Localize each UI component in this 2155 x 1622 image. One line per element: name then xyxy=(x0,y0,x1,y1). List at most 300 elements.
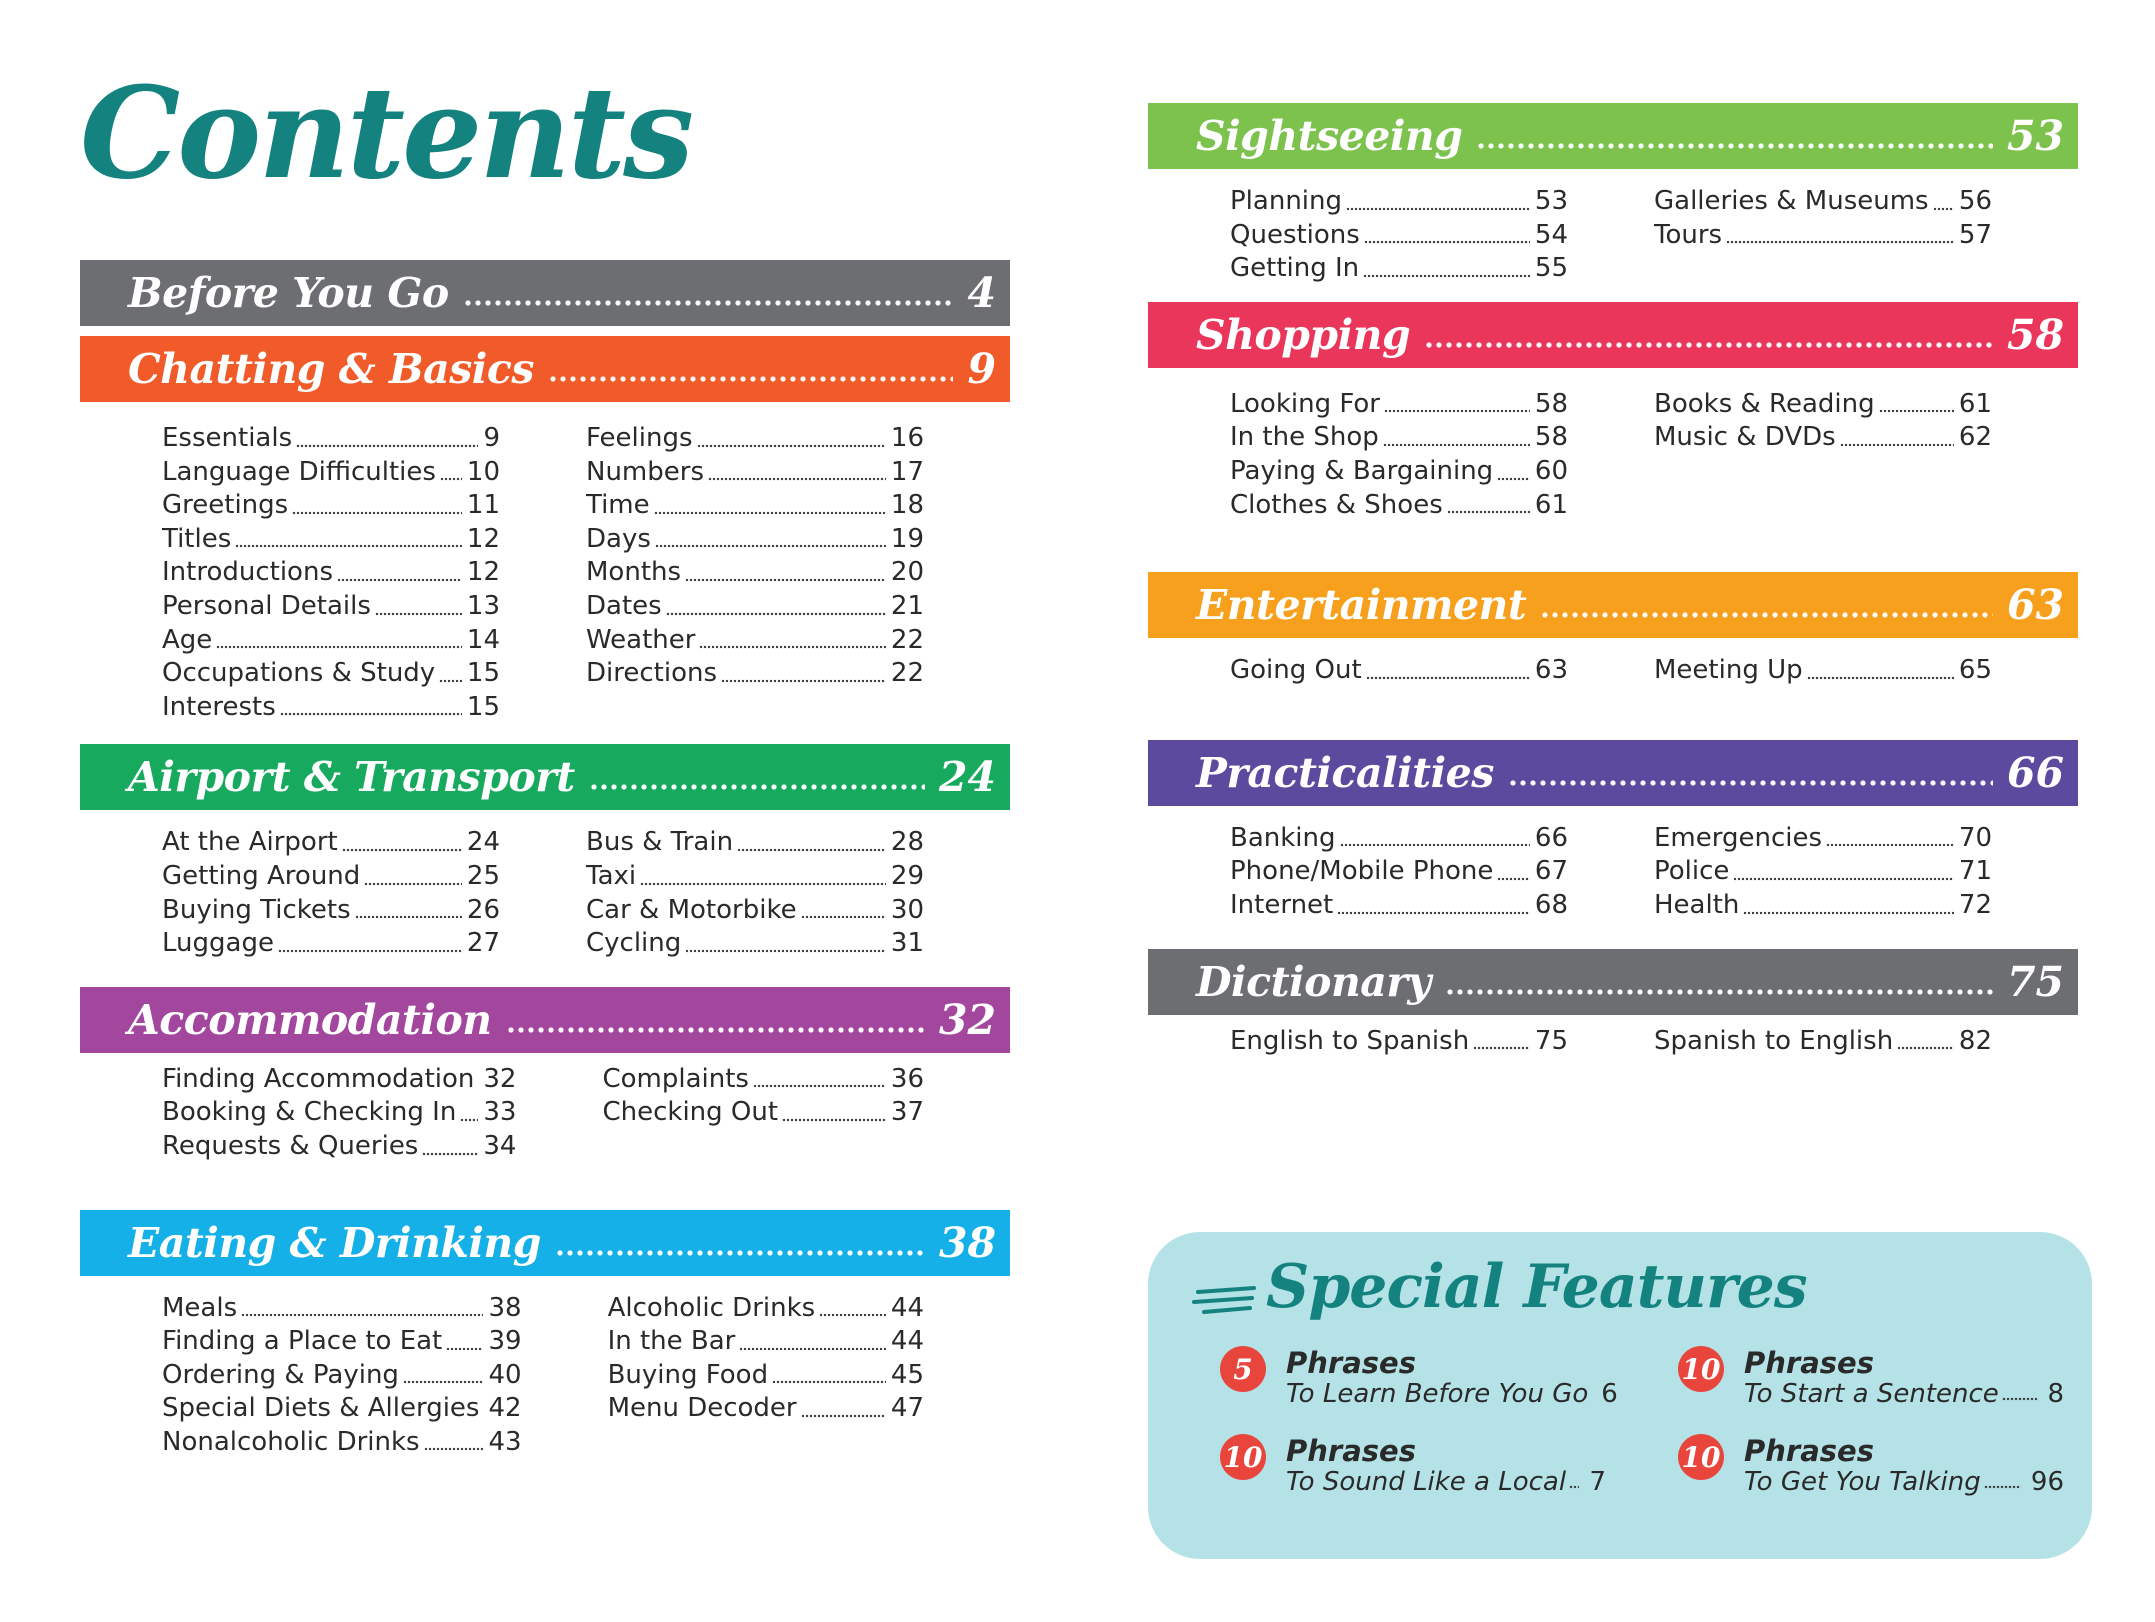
section-title: Shopping xyxy=(1196,310,1411,359)
section-header-bar[interactable] xyxy=(1148,103,2078,169)
entries-column xyxy=(586,826,924,960)
dot-leader xyxy=(278,949,462,953)
feature-page-number: 8 xyxy=(2047,1379,2064,1409)
toc-entry[interactable] xyxy=(162,1063,516,1097)
toc-entry[interactable] xyxy=(608,1359,924,1393)
entry-label: Bus & Train xyxy=(586,827,734,858)
dot-leader xyxy=(782,1118,886,1122)
entry-page-number: 10 xyxy=(466,456,500,487)
section-entertainment xyxy=(1148,572,2078,740)
section-page-number: 32 xyxy=(938,995,996,1044)
section-entries xyxy=(80,1276,1010,1460)
toc-entry[interactable] xyxy=(162,1130,516,1164)
feature-heading: Phrases xyxy=(1286,1434,1416,1468)
toc-entry[interactable] xyxy=(586,860,924,894)
dot-leader xyxy=(589,784,925,790)
entry-page-number: 58 xyxy=(1534,388,1568,419)
entry-page-number: 57 xyxy=(1958,219,1992,250)
entry-page-number: 24 xyxy=(466,827,500,858)
toc-entry[interactable] xyxy=(162,590,500,624)
entry-label: Weather xyxy=(586,624,696,655)
entry-page-number: 40 xyxy=(488,1359,522,1390)
dot-leader xyxy=(1424,342,1993,348)
toc-entry[interactable] xyxy=(162,927,500,961)
dot-leader xyxy=(1445,989,1993,995)
dot-leader xyxy=(355,915,462,919)
toc-entry[interactable] xyxy=(608,1325,924,1359)
toc-entry[interactable] xyxy=(602,1096,924,1130)
section-header-bar[interactable] xyxy=(1148,572,2078,638)
entry-label: Tours xyxy=(1654,219,1723,250)
entry-label: Requests & Queries xyxy=(162,1130,419,1161)
dot-leader xyxy=(506,1027,925,1033)
dot-leader xyxy=(1337,911,1530,915)
entry-label: Dates xyxy=(586,590,662,621)
dot-leader xyxy=(1743,911,1954,915)
entry-label: Spanish to English xyxy=(1654,1025,1894,1056)
section-page-number: 58 xyxy=(2006,310,2064,359)
dot-leader xyxy=(446,1347,483,1351)
dot-leader xyxy=(280,712,462,716)
section-entries xyxy=(80,1053,1010,1210)
entry-label: Time xyxy=(586,490,650,521)
entry-page-number: 21 xyxy=(890,590,924,621)
dot-leader xyxy=(460,1118,478,1122)
entry-page-number: 33 xyxy=(483,1097,517,1128)
dot-leader xyxy=(2002,1397,2038,1401)
feature-subtitle-line xyxy=(1744,1467,2064,1497)
section-practicalities xyxy=(1148,740,2078,949)
toc-entry[interactable] xyxy=(586,523,924,557)
section-page-number: 63 xyxy=(2006,581,2064,630)
dot-leader xyxy=(337,578,462,582)
entry-label: Special Diets & Allergies xyxy=(162,1393,480,1424)
dot-leader xyxy=(403,1380,484,1384)
section-page-number: 9 xyxy=(967,345,996,393)
entry-page-number: 15 xyxy=(466,691,500,722)
dot-leader xyxy=(216,645,462,649)
toc-entry[interactable] xyxy=(162,826,500,860)
entry-label: Essentials xyxy=(162,423,293,453)
entry-page-number: 20 xyxy=(890,557,924,588)
toc-entry[interactable] xyxy=(1654,889,1992,923)
entry-label: Meeting Up xyxy=(1654,655,1803,686)
feature-heading: Phrases xyxy=(1286,1346,1416,1380)
contents-right-column xyxy=(1148,103,2078,1058)
dot-leader xyxy=(801,915,886,919)
toc-entry[interactable] xyxy=(1230,388,1568,422)
entry-page-number: 28 xyxy=(890,827,924,858)
toc-entry[interactable] xyxy=(162,422,500,456)
section-page-number: 24 xyxy=(938,753,996,802)
entries-column xyxy=(1230,822,1568,923)
section-page-number: 4 xyxy=(967,269,996,317)
entry-label: Going Out xyxy=(1230,655,1362,686)
entry-label: Taxi xyxy=(586,860,637,891)
toc-entry[interactable] xyxy=(1230,855,1568,889)
dot-leader xyxy=(296,444,478,448)
toc-entry[interactable] xyxy=(1230,252,1568,286)
dot-leader xyxy=(1473,1046,1530,1050)
entry-label: Finding Accommodation xyxy=(162,1063,475,1094)
dot-leader xyxy=(1364,240,1530,244)
feature-number-badge: 10 xyxy=(1678,1346,1724,1392)
toc-entry[interactable] xyxy=(1230,421,1568,455)
entry-label: Getting Around xyxy=(162,860,361,891)
entries-column xyxy=(602,1063,924,1164)
entry-label: Titles xyxy=(162,523,232,554)
entry-page-number: 75 xyxy=(1534,1025,1568,1056)
entry-label: Looking For xyxy=(1230,388,1380,419)
entry-page-number: 70 xyxy=(1958,822,1992,853)
entries-column xyxy=(1230,388,1568,522)
entry-page-number: 62 xyxy=(1958,422,1992,453)
toc-entry[interactable] xyxy=(586,489,924,523)
toc-entry[interactable] xyxy=(586,556,924,590)
feature-heading: Phrases xyxy=(1744,1434,1874,1468)
section-entries xyxy=(80,810,1010,986)
toc-entry[interactable] xyxy=(1654,421,1992,455)
feature-subtitle-line xyxy=(1744,1379,2064,1409)
toc-entry[interactable] xyxy=(1654,1025,1992,1059)
toc-entry[interactable] xyxy=(608,1292,924,1326)
section-entries xyxy=(1148,1015,2078,1059)
toc-entry[interactable] xyxy=(586,894,924,928)
entry-label: Age xyxy=(162,624,213,655)
section-page-number: 75 xyxy=(2006,957,2064,1006)
dot-leader xyxy=(364,882,462,886)
entry-label: Meals xyxy=(162,1292,238,1323)
section-page-number: 53 xyxy=(2006,112,2064,160)
section-header-bar[interactable] xyxy=(80,1210,1010,1276)
entry-page-number: 36 xyxy=(890,1063,924,1094)
dot-leader xyxy=(1569,1485,1579,1489)
entry-label: Books & Reading xyxy=(1654,388,1875,419)
toc-entry[interactable] xyxy=(586,657,924,691)
dot-leader xyxy=(1840,443,1954,447)
entry-label: English to Spanish xyxy=(1230,1025,1470,1056)
entry-label: Police xyxy=(1654,856,1730,887)
section-eating-and-drinking xyxy=(80,1210,1010,1460)
entry-label: Health xyxy=(1654,889,1740,920)
toc-entry[interactable] xyxy=(162,657,500,691)
dot-leader xyxy=(1366,676,1530,680)
section-header-bar[interactable] xyxy=(80,744,1010,810)
entry-label: Directions xyxy=(586,658,718,689)
contents-left-column xyxy=(80,260,1010,1459)
section-header-bar[interactable] xyxy=(80,987,1010,1053)
feature-subtitle: To Learn Before You Go xyxy=(1286,1379,1589,1409)
entry-label: At the Airport xyxy=(162,827,338,858)
entry-label: Alcoholic Drinks xyxy=(607,1292,816,1323)
entry-label: Questions xyxy=(1230,219,1360,250)
section-airport-and-transport xyxy=(80,744,1010,986)
section-entries xyxy=(1148,169,2078,302)
dot-leader xyxy=(1497,877,1530,881)
dot-leader xyxy=(666,612,886,616)
entry-page-number: 22 xyxy=(890,658,924,689)
dot-leader xyxy=(1363,274,1530,278)
toc-entry[interactable] xyxy=(162,860,500,894)
entry-label: Buying Tickets xyxy=(162,894,351,925)
entry-page-number: 34 xyxy=(483,1130,517,1161)
section-header-bar[interactable] xyxy=(80,336,1010,402)
feature-subtitle: To Get You Talking xyxy=(1744,1467,1981,1497)
entry-page-number: 67 xyxy=(1534,856,1568,887)
entries-column xyxy=(1654,1025,1992,1059)
dot-leader xyxy=(1826,843,1954,847)
toc-entry[interactable] xyxy=(1654,654,1992,688)
entry-label: Complaints xyxy=(602,1063,749,1094)
entry-label: Finding a Place to Eat xyxy=(162,1326,443,1357)
entry-page-number: 55 xyxy=(1534,253,1568,284)
toc-entry[interactable] xyxy=(1230,654,1568,688)
section-shopping xyxy=(1148,302,2078,572)
entry-label: Buying Food xyxy=(607,1359,769,1390)
dot-leader xyxy=(424,1447,484,1451)
entry-page-number: 32 xyxy=(483,1063,517,1094)
dot-leader xyxy=(697,444,886,448)
speed-lines-icon xyxy=(1192,1284,1256,1318)
dot-leader xyxy=(1879,409,1954,413)
entries-column xyxy=(162,826,500,960)
toc-entry[interactable] xyxy=(162,523,500,557)
dot-leader xyxy=(1346,207,1530,211)
section-title: Sightseeing xyxy=(1196,112,1463,160)
entry-page-number: 17 xyxy=(890,456,924,487)
toc-entry[interactable] xyxy=(602,1063,924,1097)
entry-page-number: 22 xyxy=(890,624,924,655)
entry-page-number: 58 xyxy=(1534,422,1568,453)
entry-label: Occupations & Study xyxy=(162,658,436,689)
dot-leader xyxy=(737,848,886,852)
dot-leader xyxy=(1984,1485,2021,1489)
entry-page-number: 65 xyxy=(1958,655,1992,686)
entries-column xyxy=(1230,654,1568,688)
dot-leader xyxy=(1476,143,1993,149)
entry-page-number: 61 xyxy=(1958,388,1992,419)
entry-page-number: 61 xyxy=(1534,489,1568,520)
special-features-heading: Special Features xyxy=(1266,1252,1807,1322)
entry-label: Months xyxy=(586,557,682,588)
entry-page-number: 18 xyxy=(890,490,924,521)
entry-page-number: 11 xyxy=(466,490,500,521)
entry-page-number: 43 xyxy=(488,1426,522,1457)
section-header-bar[interactable] xyxy=(1148,949,2078,1015)
toc-entry[interactable] xyxy=(162,1392,522,1426)
entry-page-number: 19 xyxy=(890,523,924,554)
dot-leader xyxy=(292,511,462,515)
section-title: Eating & Drinking xyxy=(128,1218,541,1267)
feature-number-badge: 5 xyxy=(1220,1346,1266,1392)
entry-label: Luggage xyxy=(162,928,274,959)
dot-leader xyxy=(342,848,462,852)
toc-entry[interactable] xyxy=(162,691,500,725)
feature-subtitle: To Sound Like a Local xyxy=(1286,1467,1567,1497)
entry-page-number: 37 xyxy=(890,1097,924,1128)
entry-page-number: 53 xyxy=(1534,186,1568,216)
entry-label: Introductions xyxy=(162,557,333,588)
toc-entry[interactable] xyxy=(162,1096,516,1130)
feature-number-badge: 10 xyxy=(1220,1434,1266,1480)
feature-page-number: 6 xyxy=(1601,1379,1618,1409)
toc-entry[interactable] xyxy=(586,927,924,961)
entry-label: Numbers xyxy=(586,456,704,487)
section-page-number: 66 xyxy=(2006,748,2064,797)
toc-entry[interactable] xyxy=(1654,855,1992,889)
entry-page-number: 30 xyxy=(890,894,924,925)
entry-label: Checking Out xyxy=(602,1097,779,1128)
feature-page-number: 96 xyxy=(2030,1467,2064,1497)
entry-page-number: 27 xyxy=(466,928,500,959)
entry-label: Menu Decoder xyxy=(607,1393,797,1424)
section-title: Practicalities xyxy=(1196,748,1494,797)
section-dictionary xyxy=(1148,949,2078,1059)
section-chatting-and-basics xyxy=(80,336,1010,744)
toc-entry[interactable] xyxy=(162,894,500,928)
section-accommodation xyxy=(80,987,1010,1210)
dot-leader xyxy=(708,477,886,481)
toc-entry[interactable] xyxy=(1654,388,1992,422)
entries-column xyxy=(162,1292,522,1460)
dot-leader xyxy=(699,645,885,649)
feature-subtitle: To Start a Sentence xyxy=(1744,1379,1999,1409)
entry-label: Galleries & Museums xyxy=(1654,186,1929,216)
entry-page-number: 71 xyxy=(1958,856,1992,887)
dot-leader xyxy=(819,1313,886,1317)
feature-page-number: 7 xyxy=(1589,1467,1606,1497)
entry-page-number: 16 xyxy=(890,423,924,453)
entry-label: Emergencies xyxy=(1654,822,1823,853)
entry-page-number: 66 xyxy=(1534,822,1568,853)
entries-column xyxy=(162,1063,516,1164)
toc-entry[interactable] xyxy=(1230,455,1568,489)
entry-page-number: 54 xyxy=(1534,219,1568,250)
toc-entry[interactable] xyxy=(1230,822,1568,856)
section-header-bar[interactable] xyxy=(1148,740,2078,806)
dot-leader xyxy=(555,1250,925,1256)
entry-label: Banking xyxy=(1230,822,1336,853)
section-title: Entertainment xyxy=(1196,581,1527,630)
entry-label: Cycling xyxy=(586,928,682,959)
toc-entry[interactable] xyxy=(162,456,500,490)
toc-entry[interactable] xyxy=(1230,489,1568,523)
dot-leader xyxy=(1897,1046,1954,1050)
section-entries xyxy=(1148,638,2078,740)
entry-page-number: 56 xyxy=(1958,186,1992,216)
section-sightseeing xyxy=(1148,103,2078,302)
toc-entry[interactable] xyxy=(1230,1025,1568,1059)
entry-page-number: 42 xyxy=(488,1393,522,1424)
entry-page-number: 44 xyxy=(890,1292,924,1323)
dot-leader xyxy=(640,882,886,886)
dot-leader xyxy=(739,1347,886,1351)
entry-page-number: 38 xyxy=(488,1292,522,1323)
feature-subtitle-line xyxy=(1286,1467,1606,1497)
entry-label: Getting In xyxy=(1230,253,1360,284)
entry-label: In the Bar xyxy=(607,1326,736,1357)
toc-entry[interactable] xyxy=(162,624,500,658)
entry-label: Ordering & Paying xyxy=(162,1359,399,1390)
entry-page-number: 31 xyxy=(890,928,924,959)
entry-label: In the Shop xyxy=(1230,422,1379,453)
special-features-box xyxy=(1148,1232,2092,1559)
entries-column xyxy=(1654,654,1992,688)
dot-leader xyxy=(1540,612,1993,618)
dot-leader xyxy=(1508,780,1993,786)
toc-entry[interactable] xyxy=(162,1426,522,1460)
dot-leader xyxy=(548,376,954,382)
dot-leader xyxy=(375,612,462,616)
entry-label: Greetings xyxy=(162,490,289,521)
dot-leader xyxy=(655,544,886,548)
entry-label: Paying & Bargaining xyxy=(1230,455,1494,486)
entry-label: Nonalcoholic Drinks xyxy=(162,1426,420,1457)
entry-page-number: 63 xyxy=(1534,655,1568,686)
dot-leader xyxy=(654,511,886,515)
entry-page-number: 45 xyxy=(890,1359,924,1390)
entry-page-number: 26 xyxy=(466,894,500,925)
entry-page-number: 12 xyxy=(466,557,500,588)
toc-entry[interactable] xyxy=(1654,185,1992,219)
toc-entry[interactable] xyxy=(162,1325,522,1359)
toc-entry[interactable] xyxy=(608,1392,924,1426)
toc-entry[interactable] xyxy=(162,1292,522,1326)
section-title: Airport & Transport xyxy=(128,753,575,802)
toc-entry[interactable] xyxy=(1654,219,1992,253)
entry-label: Personal Details xyxy=(162,590,371,621)
toc-entry[interactable] xyxy=(1230,889,1568,923)
dot-leader xyxy=(235,544,462,548)
dot-leader xyxy=(801,1414,886,1418)
toc-entry[interactable] xyxy=(1654,822,1992,856)
entry-label: Internet xyxy=(1230,889,1334,920)
entry-page-number: 14 xyxy=(466,624,500,655)
toc-entry[interactable] xyxy=(586,590,924,624)
toc-entry[interactable] xyxy=(586,624,924,658)
feature-number-badge: 10 xyxy=(1678,1434,1724,1480)
entries-column xyxy=(1654,388,1992,522)
section-header-bar[interactable] xyxy=(80,260,1010,326)
toc-entry[interactable] xyxy=(162,489,500,523)
toc-entry[interactable] xyxy=(1230,219,1568,253)
toc-entry[interactable] xyxy=(162,556,500,590)
toc-entry[interactable] xyxy=(586,826,924,860)
section-entries xyxy=(1148,806,2078,949)
dot-leader xyxy=(440,477,462,481)
dot-leader xyxy=(1384,409,1530,413)
toc-entry[interactable] xyxy=(586,456,924,490)
section-before-you-go xyxy=(80,260,1010,326)
entry-page-number: 68 xyxy=(1534,889,1568,920)
dot-leader xyxy=(1383,443,1530,447)
toc-entry[interactable] xyxy=(1230,185,1568,219)
toc-entry[interactable] xyxy=(586,422,924,456)
entry-page-number: 25 xyxy=(466,860,500,891)
entry-label: Language Difficulties xyxy=(162,456,436,487)
section-title: Before You Go xyxy=(128,269,449,317)
entry-label: Music & DVDs xyxy=(1654,422,1836,453)
entry-page-number: 44 xyxy=(890,1326,924,1357)
section-header-bar[interactable] xyxy=(1148,302,2078,368)
entry-label: Days xyxy=(586,523,651,554)
section-entries xyxy=(80,402,1010,744)
feature-subtitle-line xyxy=(1286,1379,1618,1409)
toc-entry[interactable] xyxy=(162,1359,522,1393)
dot-leader xyxy=(772,1380,886,1384)
entry-page-number: 82 xyxy=(1958,1025,1992,1056)
entry-page-number: 29 xyxy=(890,860,924,891)
